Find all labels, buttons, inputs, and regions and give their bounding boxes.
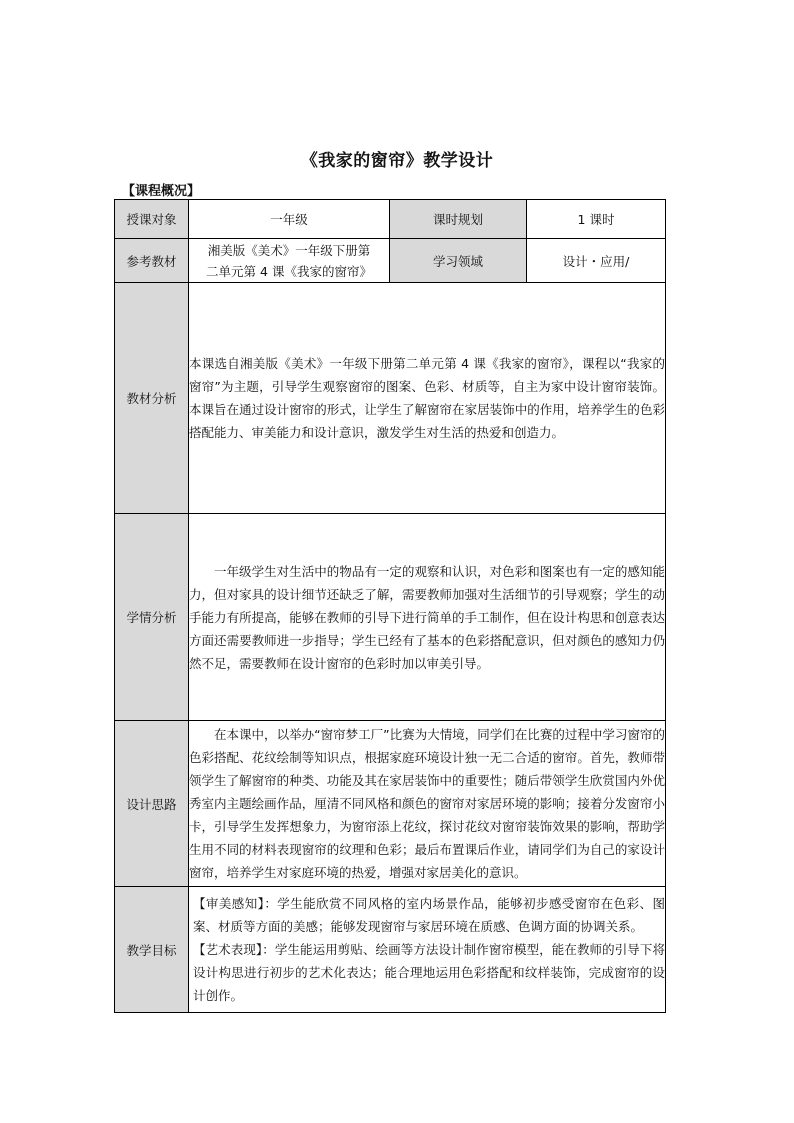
value-periods: 1 课时 bbox=[527, 200, 666, 239]
section-label: 【课程概况】 bbox=[122, 184, 201, 199]
lesson-plan-table bbox=[114, 199, 666, 1013]
goal-artistic: 【艺术表现】：学生能运用剪贴、绘画等方法设计制作窗帘模型，能在教师的引导下将设计构思进行初步的艺术化表达；能合理地运用色彩搭配和纹样装饰，完成窗帘的设计创作。 bbox=[193, 942, 665, 1003]
student-analysis-text: 一年级学生对生活中的物品有一定的观察和认识，对色彩和图案也有一定的感知能力，但对家具的设计细节还缺乏了解，需要教师加强对生活细节的引导观察；学生的动手能力有所提高，能够在教师的引导下进行简单的手工制作，但在设计构思和创意表达方面还需要教师进一步指导；学生已经有了基本的色彩搭配意识，但对颜色的感知力仍然不足，需要教师在设计窗帘的色彩时加以审美引导。 bbox=[189, 563, 665, 671]
design-idea-text: 在本课中，以举办“窗帘梦工厂”比赛为大情境，同学们在比赛的过程中学习窗帘的色彩搭配、花纹绘制等知识点，根据家庭环境设计独一无二合适的窗帘。首先，教师带领学生了解窗帘的种类、功能及其在家居装饰中的重要性；随后带领学生欣赏国内外优秀室内主题绘画作品，厘清不同风格和颜色的窗帘对家居环境的影响；接着分发窗帘小卡，引导学生发挥想象力，为窗帘添上花纹，探讨花纹对窗帘装饰效果的影响，帮助学生用不同的材料表现窗帘的纹理和色彩；最后布置课后作业，请同学们为自己的家设计窗帘，培养学生对家庭环境的热爱，增强对家居美化的意识。 bbox=[189, 727, 665, 880]
label-textbook: 参考教材 bbox=[115, 239, 189, 283]
value-audience: 一年级 bbox=[189, 200, 390, 239]
textbook-line-1: 湘美版《美术》一年级下册第 bbox=[207, 242, 371, 258]
table-row bbox=[115, 514, 666, 721]
label-audience: 授课对象 bbox=[115, 200, 189, 239]
student-analysis-cell bbox=[189, 514, 666, 721]
label-periods: 课时规划 bbox=[390, 200, 527, 239]
label-design-idea: 设计思路 bbox=[115, 721, 189, 887]
goal-aesthetic: 【审美感知】：学生能欣赏不同风格的室内场景作品，能够初步感受窗帘在色彩、图案、材质等方面的美感；能够发现窗帘与家居环境在质感、色调方面的协调关系。 bbox=[193, 896, 665, 934]
label-teaching-goals: 教学目标 bbox=[115, 887, 189, 1013]
table-row bbox=[115, 200, 666, 239]
table-row bbox=[115, 239, 666, 283]
textbook-line-2: 二单元第 4 课《我家的窗帘》 bbox=[206, 263, 372, 279]
label-domain: 学习领域 bbox=[390, 239, 527, 283]
label-student-analysis: 学情分析 bbox=[115, 514, 189, 721]
value-textbook bbox=[189, 239, 390, 283]
document-title: 《我家的窗帘》教学设计 bbox=[300, 151, 494, 171]
material-analysis-cell bbox=[189, 283, 666, 514]
table-row bbox=[115, 887, 666, 1013]
design-idea-cell bbox=[189, 721, 666, 887]
label-material-analysis: 教材分析 bbox=[115, 283, 189, 514]
material-analysis-text: 本课选自湘美版《美术》一年级下册第二单元第 4 课《我家的窗帘》，课程以“我家的窗帘”为主题，引导学生观察窗帘的图案、色彩、材质等，自主为家中设计窗帘装饰。本课旨在通过设计窗帘的形式，让学生了解窗帘在家居装饰中的作用，培养学生的色彩搭配能力、审美能力和设计意识，激发学生对生活的热爱和创造力。 bbox=[189, 356, 665, 440]
value-domain: 设计・应用/ bbox=[527, 239, 666, 283]
table-row bbox=[115, 721, 666, 887]
teaching-goals-cell bbox=[189, 887, 666, 1013]
table-row bbox=[115, 283, 666, 514]
